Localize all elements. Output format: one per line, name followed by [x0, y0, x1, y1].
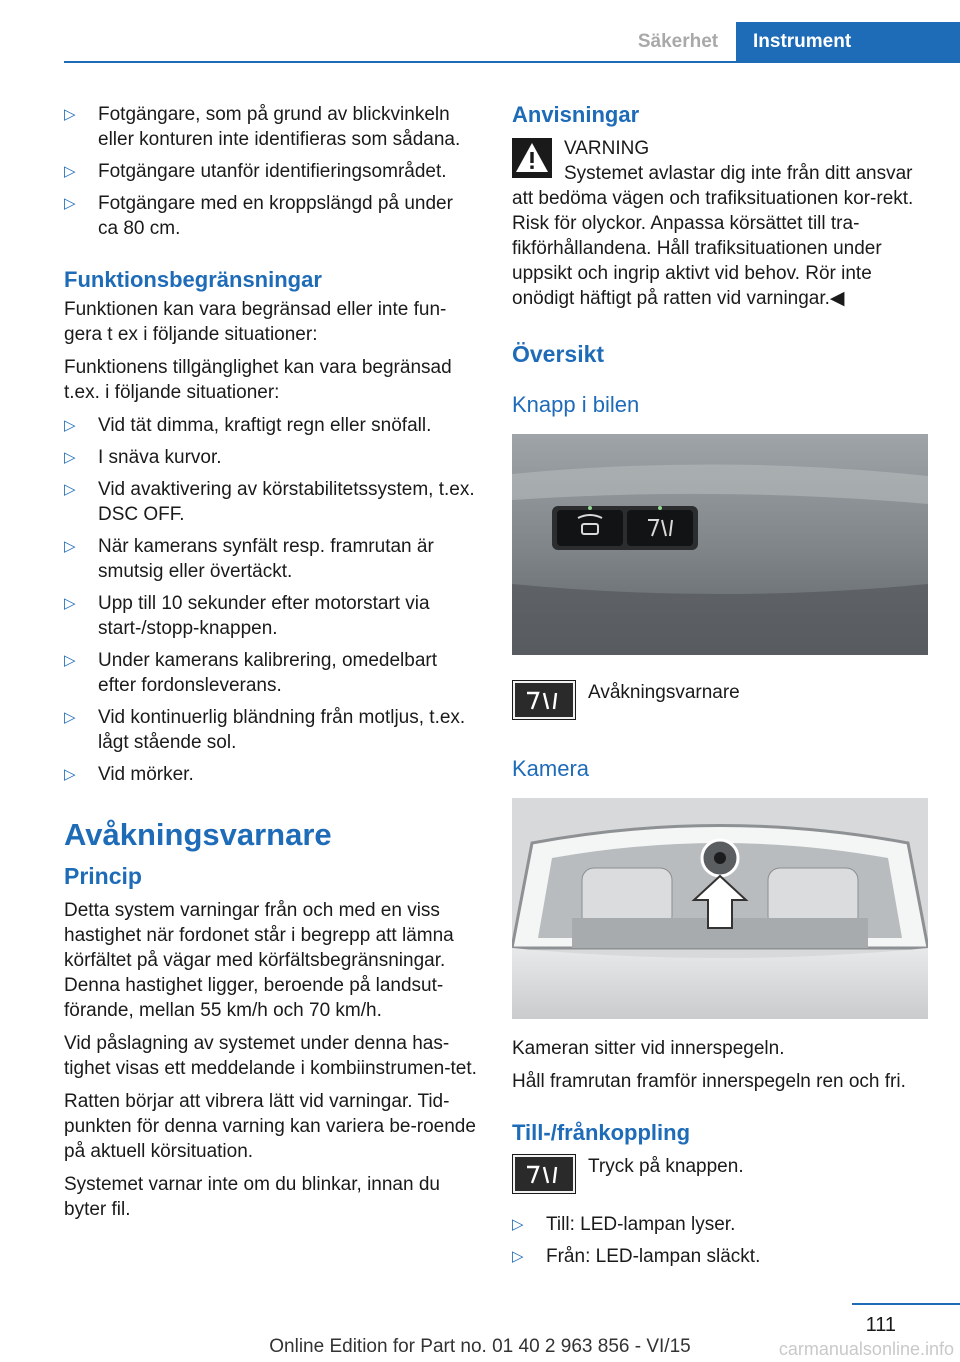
triangle-bullet-icon: ▷	[64, 106, 76, 123]
footer-rule	[852, 1303, 960, 1305]
principle-paragraph-1: Detta system varningar från och med en viss hastighet när fordonet står i begrepp att lämna körfältet på vägar med körfältsbegränsningar. Denna hastighet ligger, beroende på landsut‐förande, mellan 55 km/h och 70 km/h.	[64, 900, 454, 1021]
section-title: Avåkningsvarnare	[64, 817, 332, 852]
limits-paragraph-1: Funktionen kan vara begränsad eller inte fun‐gera t ex i följande situationer:	[64, 299, 447, 345]
button-legend	[512, 680, 930, 724]
triangle-bullet-icon: ▷	[64, 417, 76, 434]
watermark: carmanualsonline.info	[778, 1339, 954, 1359]
toggle-legend-label: Tryck på knappen.	[588, 1156, 744, 1177]
list-item: ▷ Upp till 10 sekunder efter motorstart via start-/stopp-knappen.	[64, 593, 430, 639]
principle-paragraph-4: Systemet varnar inte om du blinkar, innan du byter fil.	[64, 1174, 440, 1220]
edition-footer: Online Edition for Part no. 01 40 2 963 856 - VI/15	[269, 1336, 691, 1357]
limits-list	[64, 413, 478, 787]
warning-title: VARNING	[564, 138, 650, 159]
warning-body: att bedöma vägen och trafiksituationen kor‐rekt. Risk för olyckor. Anpassa körsättet till tra‐fikförhållandena. Håll trafiksituationen under uppsikt och ingrip aktivt vid behov. Rör inte onödigt häftigt på ratten vid varningar.◀	[512, 188, 914, 309]
camera-photo	[512, 798, 928, 1019]
list-item: ▷ Vid mörker.	[64, 764, 194, 785]
limits-heading: Funktionsbegränsningar	[64, 267, 322, 292]
triangle-bullet-icon: ▷	[64, 652, 76, 669]
list-item: ▷ Vid kontinuerlig bländning från motljus, t.ex. lågt stående sol.	[64, 707, 466, 753]
toggle-list	[512, 1212, 930, 1269]
principle-paragraph-3: Ratten börjar att vibrera lätt vid varningar. Tid‐punkten för denna varning kan variera be‐roende på aktuell körsituation.	[64, 1091, 476, 1162]
triangle-bullet-icon: ▷	[64, 538, 76, 555]
toggle-heading: Till-/frånkoppling	[512, 1120, 691, 1145]
list-item: ▷ Fotgängare utanför identifieringsområdet.	[64, 161, 447, 182]
triangle-bullet-icon: ▷	[64, 449, 76, 466]
triangle-bullet-icon: ▷	[512, 1248, 524, 1265]
triangle-bullet-icon: ▷	[64, 709, 76, 726]
pedestrian-list	[64, 102, 478, 241]
list-item: ▷ I snäva kurvor.	[64, 447, 222, 468]
camera-heading: Kamera	[512, 756, 590, 781]
warning-triangle-icon	[512, 138, 552, 178]
header-rule	[64, 61, 960, 63]
list-item: ▷ Under kamerans kalibrering, omedelbart efter fordonsleverans.	[64, 650, 437, 696]
lane-departure-icon	[512, 680, 576, 720]
triangle-bullet-icon: ▷	[64, 481, 76, 498]
warning-block	[512, 136, 930, 311]
camera-paragraph-1: Kameran sitter vid innerspegeln.	[512, 1038, 785, 1059]
list-item: ▷ Fotgängare, som på grund av blickvinkeln eller konturen inte identifieras som sådana.	[64, 104, 461, 150]
camera-paragraph-2: Håll framrutan framför innerspegeln ren och fri.	[512, 1071, 906, 1092]
button-photo	[512, 434, 928, 655]
triangle-bullet-icon: ▷	[64, 766, 76, 783]
principle-paragraph-2: Vid påslagning av systemet under denna has‐tighet visas ett meddelande i kombiinstrumen‐tet.	[64, 1033, 477, 1079]
page-number: 111	[865, 1314, 896, 1336]
warning-first-line: Systemet avlastar dig inte från ditt ansvar	[564, 163, 913, 184]
triangle-bullet-icon: ▷	[64, 163, 76, 180]
lane-departure-button-icon	[512, 1154, 576, 1194]
triangle-bullet-icon: ▷	[64, 595, 76, 612]
toggle-legend	[512, 1154, 930, 1198]
left-column	[64, 102, 478, 1230]
list-item: ▷ Vid tät dimma, kraftigt regn eller snöfall.	[64, 415, 432, 436]
list-item: ▷ Till: LED-lampan lyser.	[512, 1214, 736, 1235]
principle-heading: Princip	[64, 863, 142, 889]
overview-heading: Översikt	[512, 341, 605, 367]
list-item: ▷ Fotgängare med en kroppslängd på under ca 80 cm.	[64, 193, 453, 239]
triangle-bullet-icon: ▷	[64, 195, 76, 212]
list-item: ▷ Från: LED-lampan släckt.	[512, 1246, 761, 1267]
button-legend-label: Avåkningsvarnare	[588, 682, 740, 703]
list-item: ▷ När kamerans synfält resp. framrutan är smutsig eller övertäckt.	[64, 536, 434, 582]
tab-instrument[interactable]: Instrument	[736, 22, 960, 62]
instructions-heading: Anvisningar	[512, 102, 640, 127]
triangle-bullet-icon: ▷	[512, 1216, 524, 1233]
button-heading: Knapp i bilen	[512, 392, 640, 417]
list-item: ▷ Vid avaktivering av körstabilitetssystem, t.ex. DSC OFF.	[64, 479, 475, 525]
tab-sakerhet[interactable]: Säkerhet	[637, 31, 719, 52]
right-column	[512, 102, 930, 1276]
limits-paragraph-2: Funktionens tillgänglighet kan vara begränsad t.ex. i följande situationer:	[64, 357, 452, 403]
